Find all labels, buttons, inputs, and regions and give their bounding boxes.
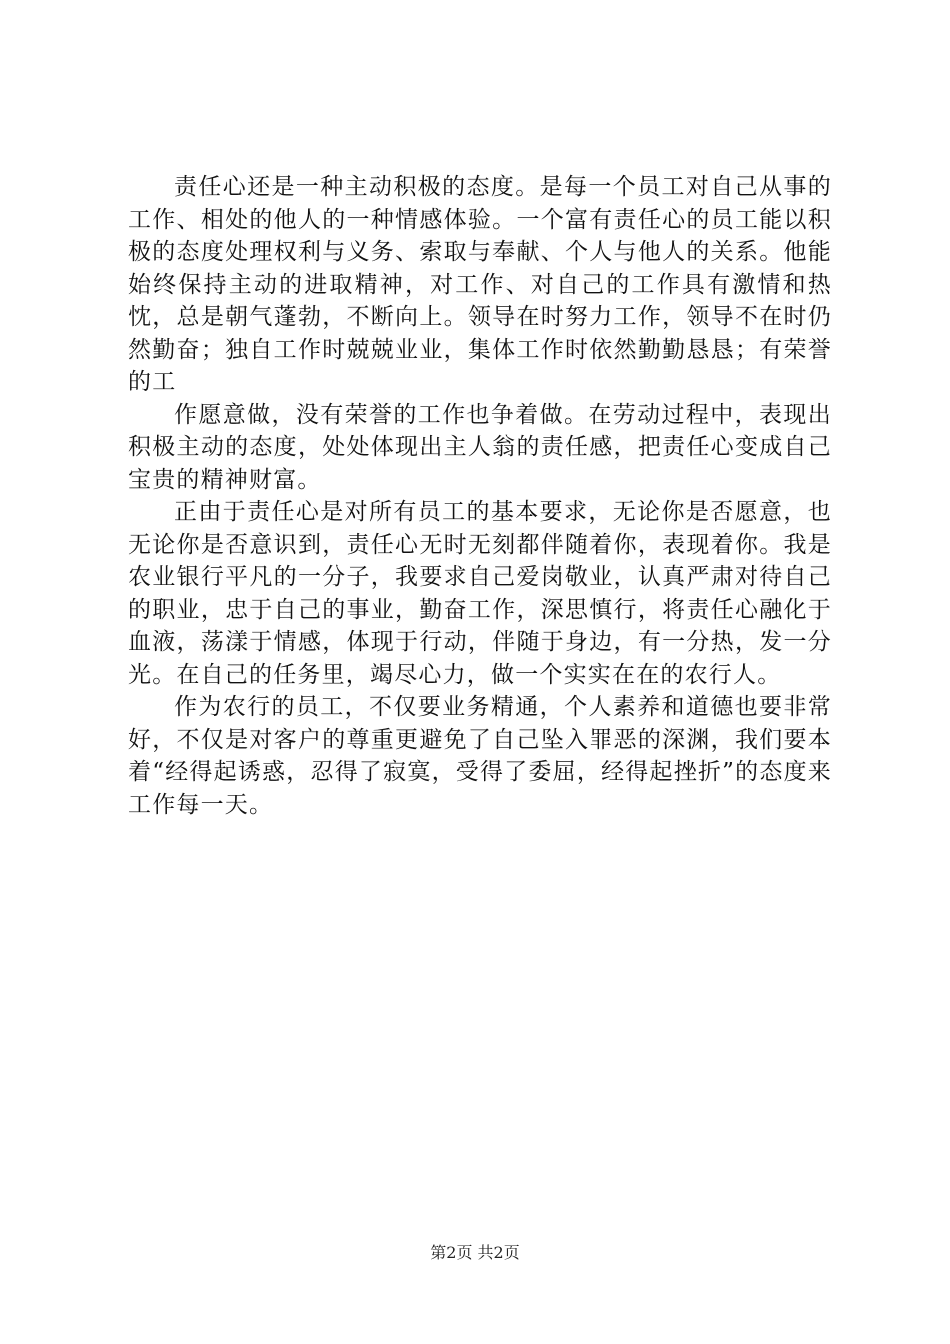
paragraph-2: 作愿意做，没有荣誉的工作也争着做。在劳动过程中，表现出积极主动的态度，处处体现出主人翁的责任感，把责任心变成自己宝贵的精神财富。 — [128, 401, 832, 493]
paragraph-1: 责任心还是一种主动积极的态度。是每一个员工对自己从事的工作、相处的他人的一种情感体验。一个富有责任心的员工能以积极的态度处理权利与义务、索取与奉献、个人与他人的关系。他能始终保持主动的进取精神，对工作、对自己的工作具有激情和热忱，总是朝气蓬勃，不断向上。领导在时努力工作，领导不在时仍然勤奋；独自工作时兢兢业业，集体工作时依然勤勤恳恳；有荣誉的工 — [128, 174, 832, 395]
document-body — [128, 171, 832, 821]
page-footer: 第2页 共2页 — [430, 1243, 520, 1262]
paragraph-3: 正由于责任心是对所有员工的基本要求，无论你是否愿意，也无论你是否意识到，责任心无时无刻都伴随着你，表现着你。我是农业银行平凡的一分子，我要求自己爱岗敬业，认真严肃对待自己的职业，忠于自己的事业，勤奋工作，深思慎行，将责任心融化于血液，荡漾于情感，体现于行动，伴随于身边，有一分热，发一分光。在自己的任务里，竭尽心力，做一个实实在在的农行人。 — [128, 499, 832, 688]
paragraph-4: 作为农行的员工，不仅要业务精通，个人素养和道德也要非常好，不仅是对客户的尊重更避免了自己坠入罪恶的深渊，我们要本着“经得起诱惑，忍得了寂寞，受得了委屈，经得起挫折”的态度来工作每一天。 — [128, 694, 832, 818]
